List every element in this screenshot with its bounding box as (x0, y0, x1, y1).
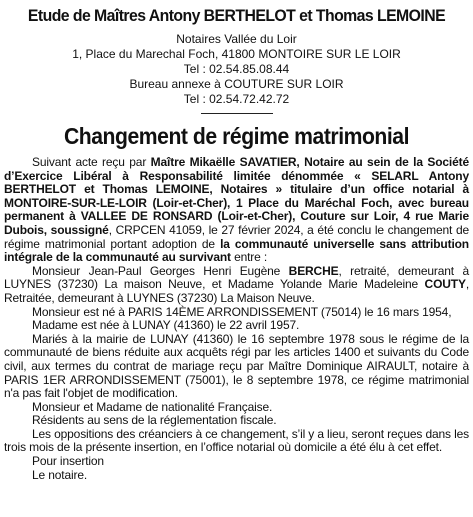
husband-surname: BERCHE (288, 263, 339, 278)
closing-insertion: Pour insertion (32, 454, 104, 469)
address-line: Tel : 02.54.85.08.44 (183, 62, 290, 76)
paragraph-nationality: Monsieur et Madame de nationalité Française. (32, 399, 273, 414)
notice-body (4, 156, 469, 482)
address-line: Tel : 02.54.72.42.72 (183, 92, 290, 106)
text-run: Monsieur Jean-Paul Georges Henri Eugène (32, 263, 289, 278)
divider (201, 113, 273, 114)
wife-surname: COUTY (424, 277, 466, 292)
text-run: , CRPCEN 41059, le 27 février 2024, a été conclu le changement de régime matrimonial portant adoption de (4, 222, 469, 251)
text-run: entre : (230, 250, 268, 265)
paragraph-marriage: Mariés à la mairie de LUNAY (41360) le 16 septembre 1978 sous le régime de la communauté de biens réduite aux acquêts régi par les articles 1400 et suivants du Code civil, aux termes du contrat de mariage reçu par Maître Dominique AIRAULT, notaire à PARIS 1ER ARRONDISSEMENT (75001), le 8 septembre 1978, ce régime matrimonial n'a pas fait l'objet de modification. (4, 331, 469, 401)
address-line: Bureau annexe à COUTURE SUR LOIR (129, 77, 344, 91)
regime-name: la communauté universelle sans attribution intégrale de la communauté au survivant (4, 236, 469, 265)
firm-address (4, 32, 469, 107)
closing-signature: Le notaire. (32, 467, 88, 482)
address-line: Notaires Vallée du Loir (176, 32, 297, 46)
notice-title: Changement de régime matrimonial (63, 123, 410, 149)
paragraph-oppositions: Les oppositions des créanciers à ce changement, s’il y a lieu, seront reçues dans les trois mois de la présente insertion, en l’office notarial où domicile a été élu à cet effet. (4, 426, 469, 455)
paragraph-act (4, 156, 469, 265)
text-run: , retraité, demeurant à LUYNES (37230) La maison Neuve, et Madame Yolande Marie Madeleine (4, 263, 469, 292)
paragraph-spouses (4, 265, 469, 306)
text-run: , Retraitée, demeurant à LUYNES (37230) La Maison Neuve. (4, 277, 469, 305)
paragraph-birth-wife: Madame est née à LUNAY (41360) le 22 avril 1957. (32, 318, 300, 333)
text-run: Suivant acte reçu par (32, 155, 151, 169)
paragraph-birth-husband: Monsieur est né à PARIS 14ÈME ARRONDISSEMENT (75014) le 16 mars 1954, (32, 304, 452, 319)
paragraph-residence: Résidents au sens de la réglementation fiscale. (32, 413, 277, 428)
notary-name: Maître Mikaëlle SAVATIER, Notaire au sein de la Société d’Exercice Libéral à Responsabilité limitée dénommée « SELARL Antony BERTHELOT et Thomas LEMOINE, Notaires » titulaire d’un office notarial à MONTOIRE-SUR-LE-LOIR (Loir-et-Cher), 1 Place du Maréchal Foch, avec bureau permanent à VALLEE DE RONSARD (Loir-et-Cher), Couture sur Loir, 4 rue Marie Dubois, soussigné (4, 155, 469, 237)
firm-name: Etude de Maîtres Antony BERTHELOT et Thomas LEMOINE (27, 6, 446, 25)
address-line: 1, Place du Marechal Foch, 41800 MONTOIRE SUR LE LOIR (72, 47, 401, 61)
